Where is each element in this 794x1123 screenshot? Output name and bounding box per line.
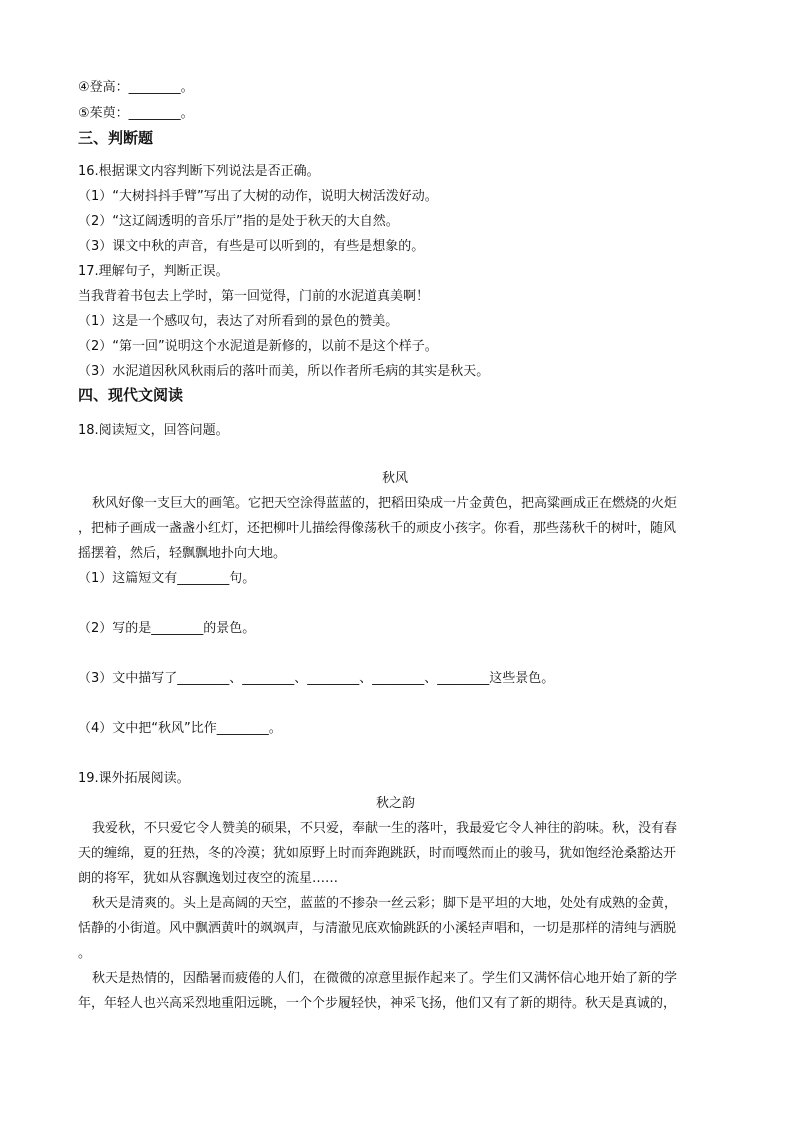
q17-item-2: （2）“第一回”说明这个水泥道是新修的，以前不是这个样子。 bbox=[78, 339, 438, 354]
q16-item-2: （2）“这辽阔透明的音乐厅”指的是处于秋天的大自然。 bbox=[78, 214, 399, 229]
blank-item-4: ④登高：________。 bbox=[78, 80, 194, 95]
q19-passage-line: 朗的将军，犹如从容飘逸划过夜空的流星…… bbox=[78, 871, 339, 886]
q19-passage-line: 我爱秋，不只爱它令人赞美的硕果，不只爱，奉献一生的落叶，我最爱它令人神往的韵味。秋，没有春 bbox=[92, 821, 678, 836]
q18-question-4: （4）文中把“秋风”比作________。 bbox=[78, 721, 282, 736]
q18-question-1: （1）这篇短文有________句。 bbox=[78, 571, 256, 586]
q18-passage-line: ，把柿子画成一盏盏小红灯，还把柳叶儿描绘得像荡秋千的顽皮小孩字。你看，那些荡秋千的树叶，随风 bbox=[78, 521, 677, 536]
q19-passage-title: 秋之韵 bbox=[376, 796, 416, 811]
q19-stem: 19.课外拓展阅读。 bbox=[78, 771, 190, 786]
q19-passage-line: 恬静的小街道。风中飘洒黄叶的飒飒声，与清澈见底欢愉跳跃的小溪轻声唱和，一切是那样的清纯与洒脱 bbox=[78, 921, 677, 936]
section-title-reading: 四、现代文阅读 bbox=[78, 386, 184, 404]
q16-stem: 16.根据课文内容判断下列说法是否正确。 bbox=[78, 164, 320, 179]
q18-question-3: （3）文中描写了________、________、________、________、________这些景色。 bbox=[78, 671, 555, 686]
q17-sentence: 当我背着书包去上学时，第一回觉得，门前的水泥道真美啊！ bbox=[78, 289, 430, 304]
q19-passage-line: 。 bbox=[78, 946, 92, 961]
q19-passage-line: 天的缠绵，夏的狂热，冬的冷漠；犹如原野上时而奔跑跳跃，时而嘎然而止的骏马，犹如饱经沧桑豁达开 bbox=[78, 846, 677, 861]
q16-item-1: （1）“大树抖抖手臂”写出了大树的动作，说明大树活泼好动。 bbox=[78, 189, 438, 204]
q18-stem: 18.阅读短文，回答问题。 bbox=[78, 423, 229, 438]
blank-item-5: ⑤茱萸：________。 bbox=[78, 106, 194, 121]
section-title-judgement: 三、判断题 bbox=[78, 129, 154, 147]
q19-passage-line: 年，年轻人也兴高采烈地重阳远眺，一个个步履轻快，神采飞扬，他们又有了新的期待。秋天是真诚的， bbox=[78, 996, 677, 1011]
q17-item-3: （3）水泥道因秋风秋雨后的落叶而美，所以作者所毛病的其实是秋天。 bbox=[78, 364, 490, 379]
q19-passage-line: 秋天是清爽的。头上是高阔的天空，蓝蓝的不掺杂一丝云彩；脚下是平坦的大地，处处有成熟的金黄， bbox=[92, 896, 678, 911]
q18-passage-title: 秋风 bbox=[382, 471, 409, 486]
q17-stem: 17.理解句子，判断正误。 bbox=[78, 264, 229, 279]
q18-passage-line: 摇摆着，然后，轻飘飘地扑向大地。 bbox=[78, 546, 287, 561]
q19-passage-line: 秋天是热情的，因酷暑而疲倦的人们，在微微的凉意里振作起来了。学生们又满怀信心地开始了新的学 bbox=[92, 971, 678, 986]
q18-passage-line: 秋风好像一支巨大的画笔。它把天空涂得蓝蓝的，把稻田染成一片金黄色，把高粱画成正在燃烧的火炬 bbox=[92, 496, 678, 511]
q17-item-1: （1）这是一个感叹句，表达了对所看到的景色的赞美。 bbox=[78, 314, 399, 329]
q16-item-3: （3）课文中秋的声音，有些是可以听到的，有些是想象的。 bbox=[78, 239, 425, 254]
q18-question-2: （2）写的是________的景色。 bbox=[78, 621, 256, 636]
